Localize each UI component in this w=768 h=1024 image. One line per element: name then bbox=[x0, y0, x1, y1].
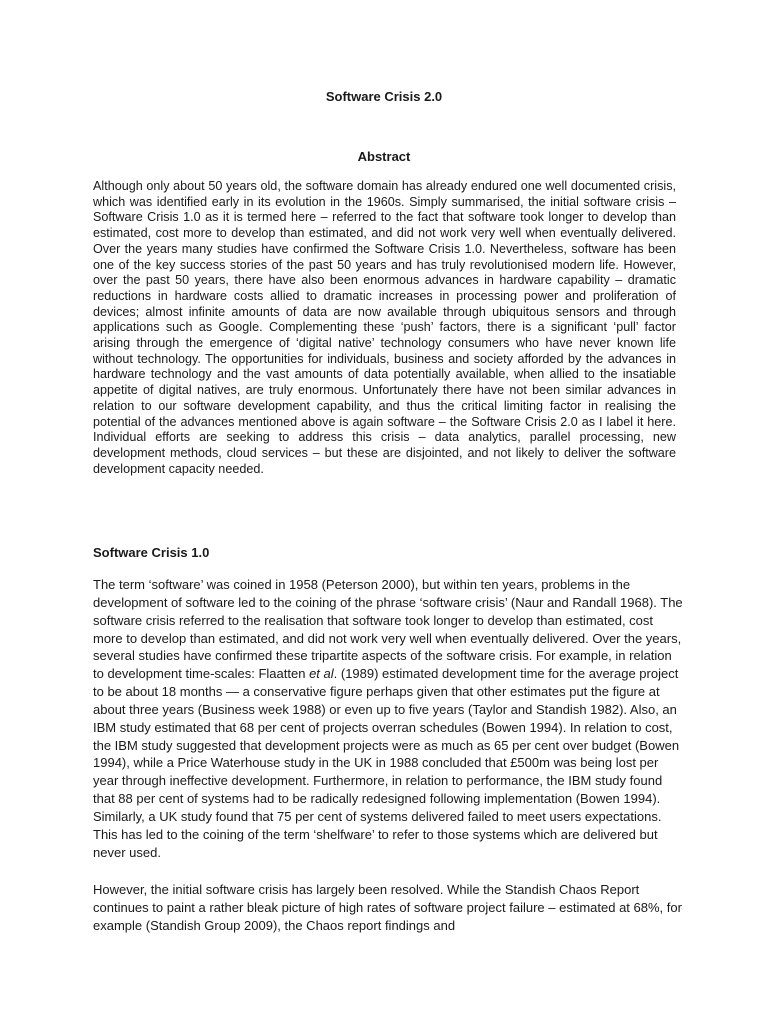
body-paragraph-2: However, the initial software crisis has largely been resolved. While the Standish Chaos Report continues to paint a rather bleak picture of high rates of software project failure – estimated at 68%, for example (Standish Group 2009), the Chaos report findings and bbox=[93, 882, 682, 933]
abstract-heading: Abstract bbox=[357, 149, 411, 164]
body-paragraph-1-part-b: . (1989) estimated development time for the average project to be about 18 months — a conservative figure perhaps given that other estimates put the figure at about three years (Business week 1988) or even up to five years (Taylor and Standish 1982). Also, an IBM study estimated that 68 per cent of projects overran schedules (Bowen 1994). In relation to cost, the IBM study suggested that development projects were as much as 65 per cent over budget (Bowen 1994), while a Price Waterhouse study in the UK in 1988 concluded that £500m was being lost per year through ineffective development. Furthermore, in relation to performance, the IBM study found that 88 per cent of systems had to be radically redesigned following implementation (Bowen 1994). Similarly, a UK study found that 75 per cent of systems delivered failed to meet users expectations. This has led to the coining of the term ‘shelfware’ to refer to those systems which are delivered but never used. bbox=[93, 666, 680, 860]
section-heading: Software Crisis 1.0 bbox=[93, 545, 210, 560]
body-paragraph-1-italic: et al bbox=[309, 666, 334, 682]
body-paragraph-1-part-a: The term ‘software’ was coined in 1958 (Peterson 2000), but within ten years, problems in the development of software led to the coining of the phrase ‘software crisis’ (Naur and Randall 1968). The software crisis referred to the realisation that software took longer to develop than estimated, cost more to develop than estimated, and did not work very well when eventually delivered. Over the years, several studies have confirmed these tripartite aspects of the software crisis. For example, in relation to development time-scales: Flaatten bbox=[93, 577, 683, 682]
paper-title: Software Crisis 2.0 bbox=[325, 89, 443, 104]
body-paragraph-1 bbox=[93, 576, 683, 862]
abstract-text: Although only about 50 years old, the software domain has already endured one well documented crisis, which was identified early in its evolution in the 1960s. Simply summarised, the initial software crisis – Software Crisis 1.0 as it is termed here – referred to the fact that software took longer to develop than estimated, cost more to develop than estimated, and did not work very well when eventually delivered. Over the years many studies have confirmed the Software Crisis 1.0. Nevertheless, software has been one of the key success stories of the past 50 years and has truly revolutionised modern life. However, over the past 50 years, there have also been enormous advances in hardware capability – dramatic reductions in hardware costs allied to dramatic increases in processing power and proliferation of devices; almost infinite amounts of data are now available through ubiquitous sensors and through applications such as Google. Complementing these ‘push’ factors, there is a significant ‘pull’ factor arising through the emergence of ‘digital native’ technology consumers who have never known life without technology. The opportunities for individuals, business and society afforded by the advances in hardware technology and the vast amounts of data potentially available, when allied to the insatiable appetite of digital natives, are truly enormous. Unfortunately there have not been similar advances in relation to our software development capability, and thus the critical limiting factor in realising the potential of the advances mentioned above is again software – the Software Crisis 2.0 as I label it here. Individual efforts are seeking to address this crisis – data analytics, parallel processing, new development methods, cloud services – but these are disjointed, and not likely to deliver the software development capacity needed. bbox=[93, 179, 676, 476]
